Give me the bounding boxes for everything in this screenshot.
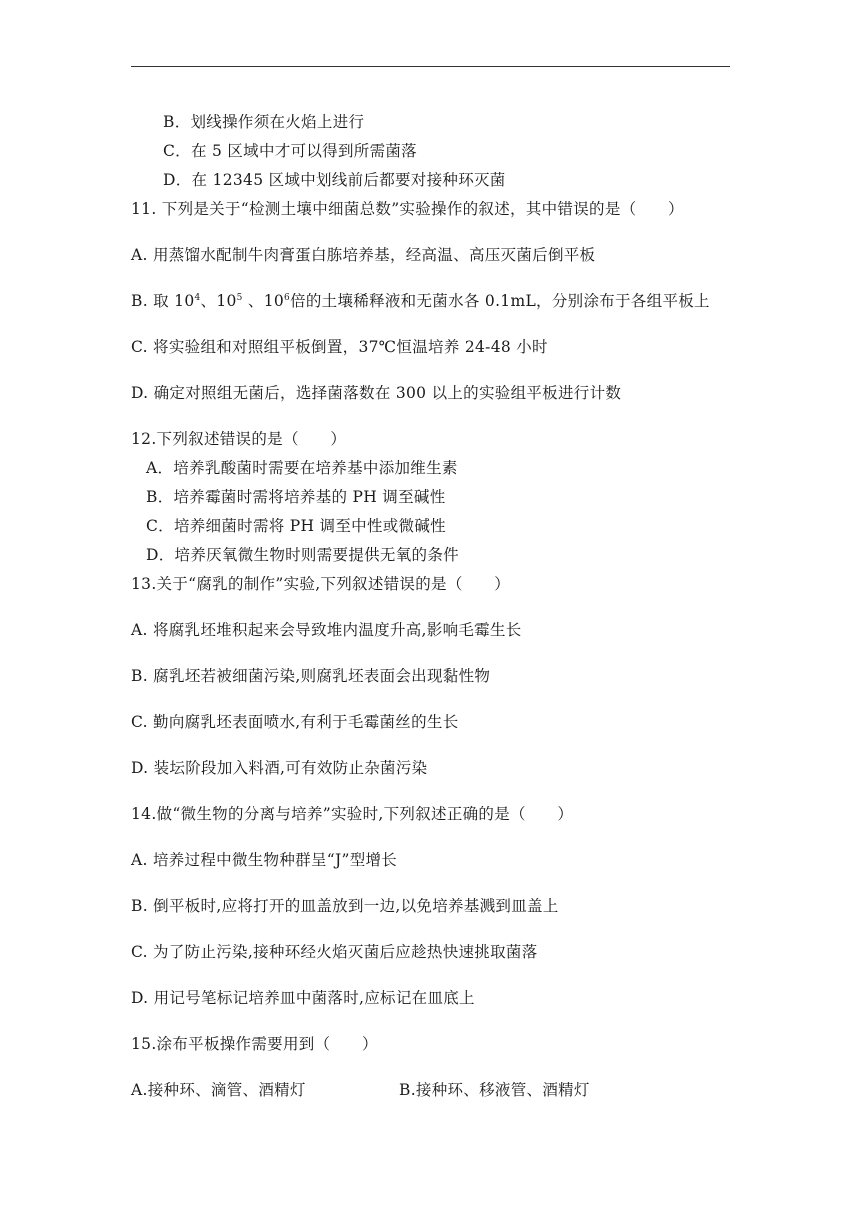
- q12-stem: 12.下列叙述错误的是（ ）: [131, 430, 347, 448]
- q12-option-a: A．培养乳酸菌时需要在培养基中添加维生素: [146, 459, 458, 477]
- q11-option-a: A. 用蒸馏水配制牛肉膏蛋白胨培养基，经高温、高压灭菌后倒平板: [131, 246, 596, 264]
- q13-option-d: D. 装坛阶段加入料酒,可有效防止杂菌污染: [131, 759, 428, 777]
- q13-option-a: A. 将腐乳坯堆积起来会导致堆内温度升高,影响毛霉生长: [131, 621, 522, 639]
- q10-option-b: B．划线操作须在火焰上进行: [163, 113, 365, 131]
- q11-option-b: B. 取 $10^4$、$10^5$ 、$10^6$倍的土壤稀释液和无菌水各 0.1mL，分别涂布于各组平板上: [131, 292, 710, 310]
- q10-option-d: D．在 12345 区域中划线前后都要对接种环灭菌: [163, 171, 506, 189]
- q15-option-a: A.接种环、滴管、酒精灯: [131, 1081, 306, 1099]
- q14-stem: 14.做“微生物的分离与培养”实验时,下列叙述正确的是（ ）: [131, 805, 574, 823]
- q13-stem: 13.关于“腐乳的制作”实验,下列叙述错误的是（ ）: [131, 575, 511, 593]
- q15-stem: 15.涂布平板操作需要用到（ ）: [131, 1035, 378, 1053]
- q11-stem: 11. 下列是关于“检测土壤中细菌总数”实验操作的叙述，其中错误的是（ ）: [131, 200, 684, 218]
- q13-option-c: C. 勤向腐乳坯表面喷水,有利于毛霉菌丝的生长: [131, 713, 459, 731]
- q14-option-a: A. 培养过程中微生物种群呈“J”型增长: [131, 851, 398, 869]
- header-rule: [131, 66, 730, 67]
- q14-option-d: D. 用记号笔标记培养皿中菌落时,应标记在皿底上: [131, 989, 475, 1007]
- q12-option-d: D．培养厌氧微生物时则需要提供无氧的条件: [146, 546, 459, 564]
- q14-option-c: C. 为了防止污染,接种环经火焰灭菌后应趁热快速挑取菌落: [131, 943, 538, 961]
- q14-option-b: B. 倒平板时,应将打开的皿盖放到一边,以免培养基溅到皿盖上: [131, 897, 559, 915]
- q11-option-d: D. 确定对照组无菌后，选择菌落数在 300 以上的实验组平板进行计数: [131, 384, 622, 402]
- q13-option-b: B. 腐乳坯若被细菌污染,则腐乳坯表面会出现黏性物: [131, 667, 491, 685]
- q15-option-b: B.接种环、移液管、酒精灯: [399, 1081, 590, 1099]
- q12-option-b: B．培养霉菌时需将培养基的 PH 调至碱性: [146, 488, 446, 506]
- q11-option-c: C. 将实验组和对照组平板倒置，37℃恒温培养 24-48 小时: [131, 338, 548, 356]
- q12-option-c: C．培养细菌时需将 PH 调至中性或微碱性: [146, 517, 446, 535]
- q10-option-c: C．在 5 区域中才可以得到所需菌落: [163, 142, 417, 160]
